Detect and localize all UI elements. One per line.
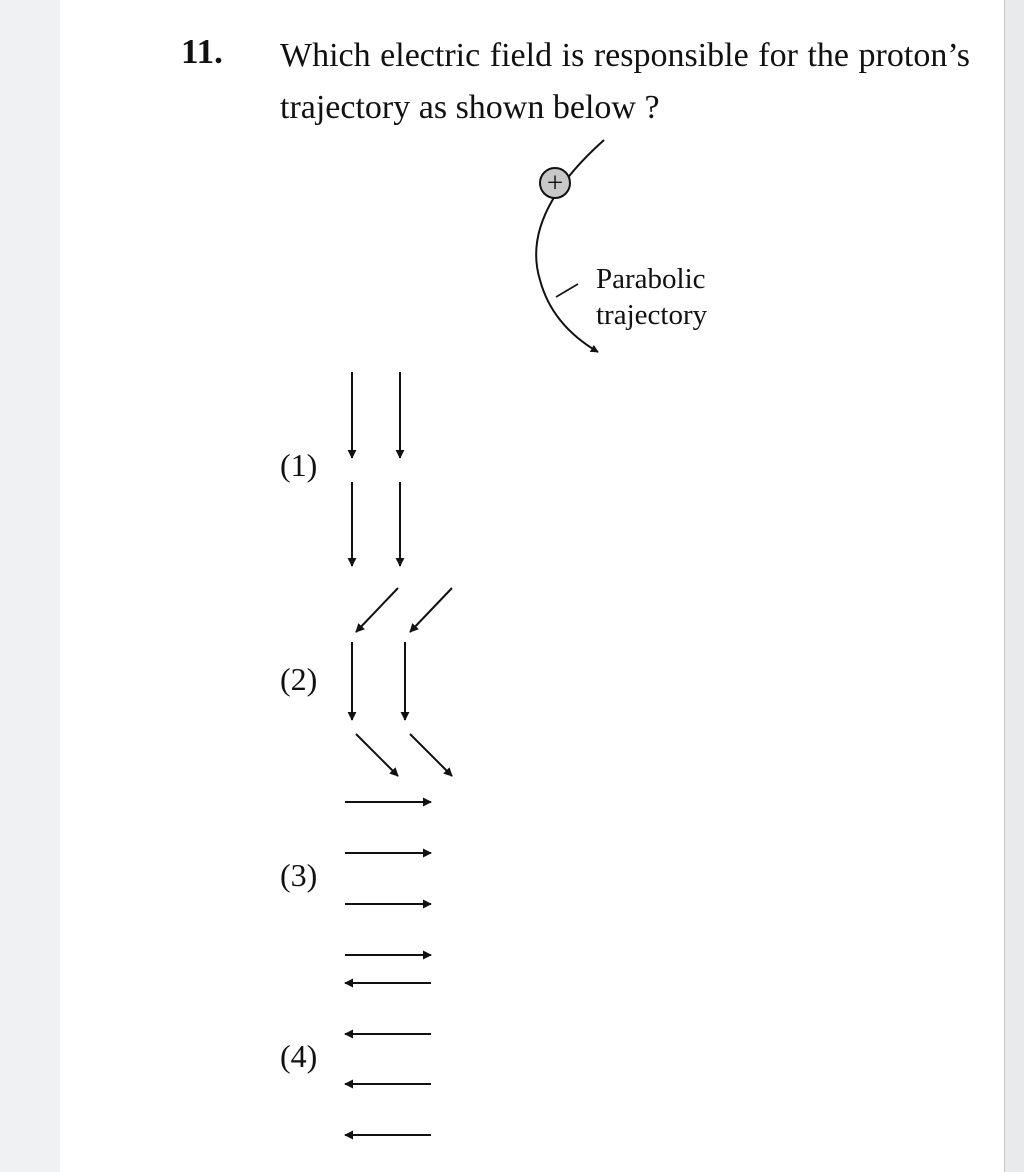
label-pointer-line — [556, 284, 578, 297]
option-2-label[interactable]: (2) — [280, 661, 318, 697]
field-arrow — [410, 734, 452, 776]
option-4-label[interactable]: (4) — [280, 1038, 318, 1074]
option-1-field — [352, 372, 400, 566]
field-arrow — [410, 588, 452, 632]
option-3-label[interactable]: (3) — [280, 857, 318, 893]
field-arrow — [356, 588, 398, 632]
option-4-field — [345, 983, 431, 1135]
option-3-field — [345, 802, 431, 955]
question-text: Which electric field is responsible for the proton’s trajectory as shown below ? — [280, 37, 970, 126]
field-arrow — [356, 734, 398, 776]
option-2-field — [352, 588, 452, 776]
question-number: 11. — [181, 32, 223, 71]
trajectory-label-line2: trajectory — [596, 299, 708, 331]
option-1-label[interactable]: (1) — [280, 447, 318, 483]
proton-plus-symbol: + — [546, 167, 564, 199]
trajectory-figure — [536, 140, 707, 352]
trajectory-label-line1: Parabolic — [596, 263, 706, 295]
